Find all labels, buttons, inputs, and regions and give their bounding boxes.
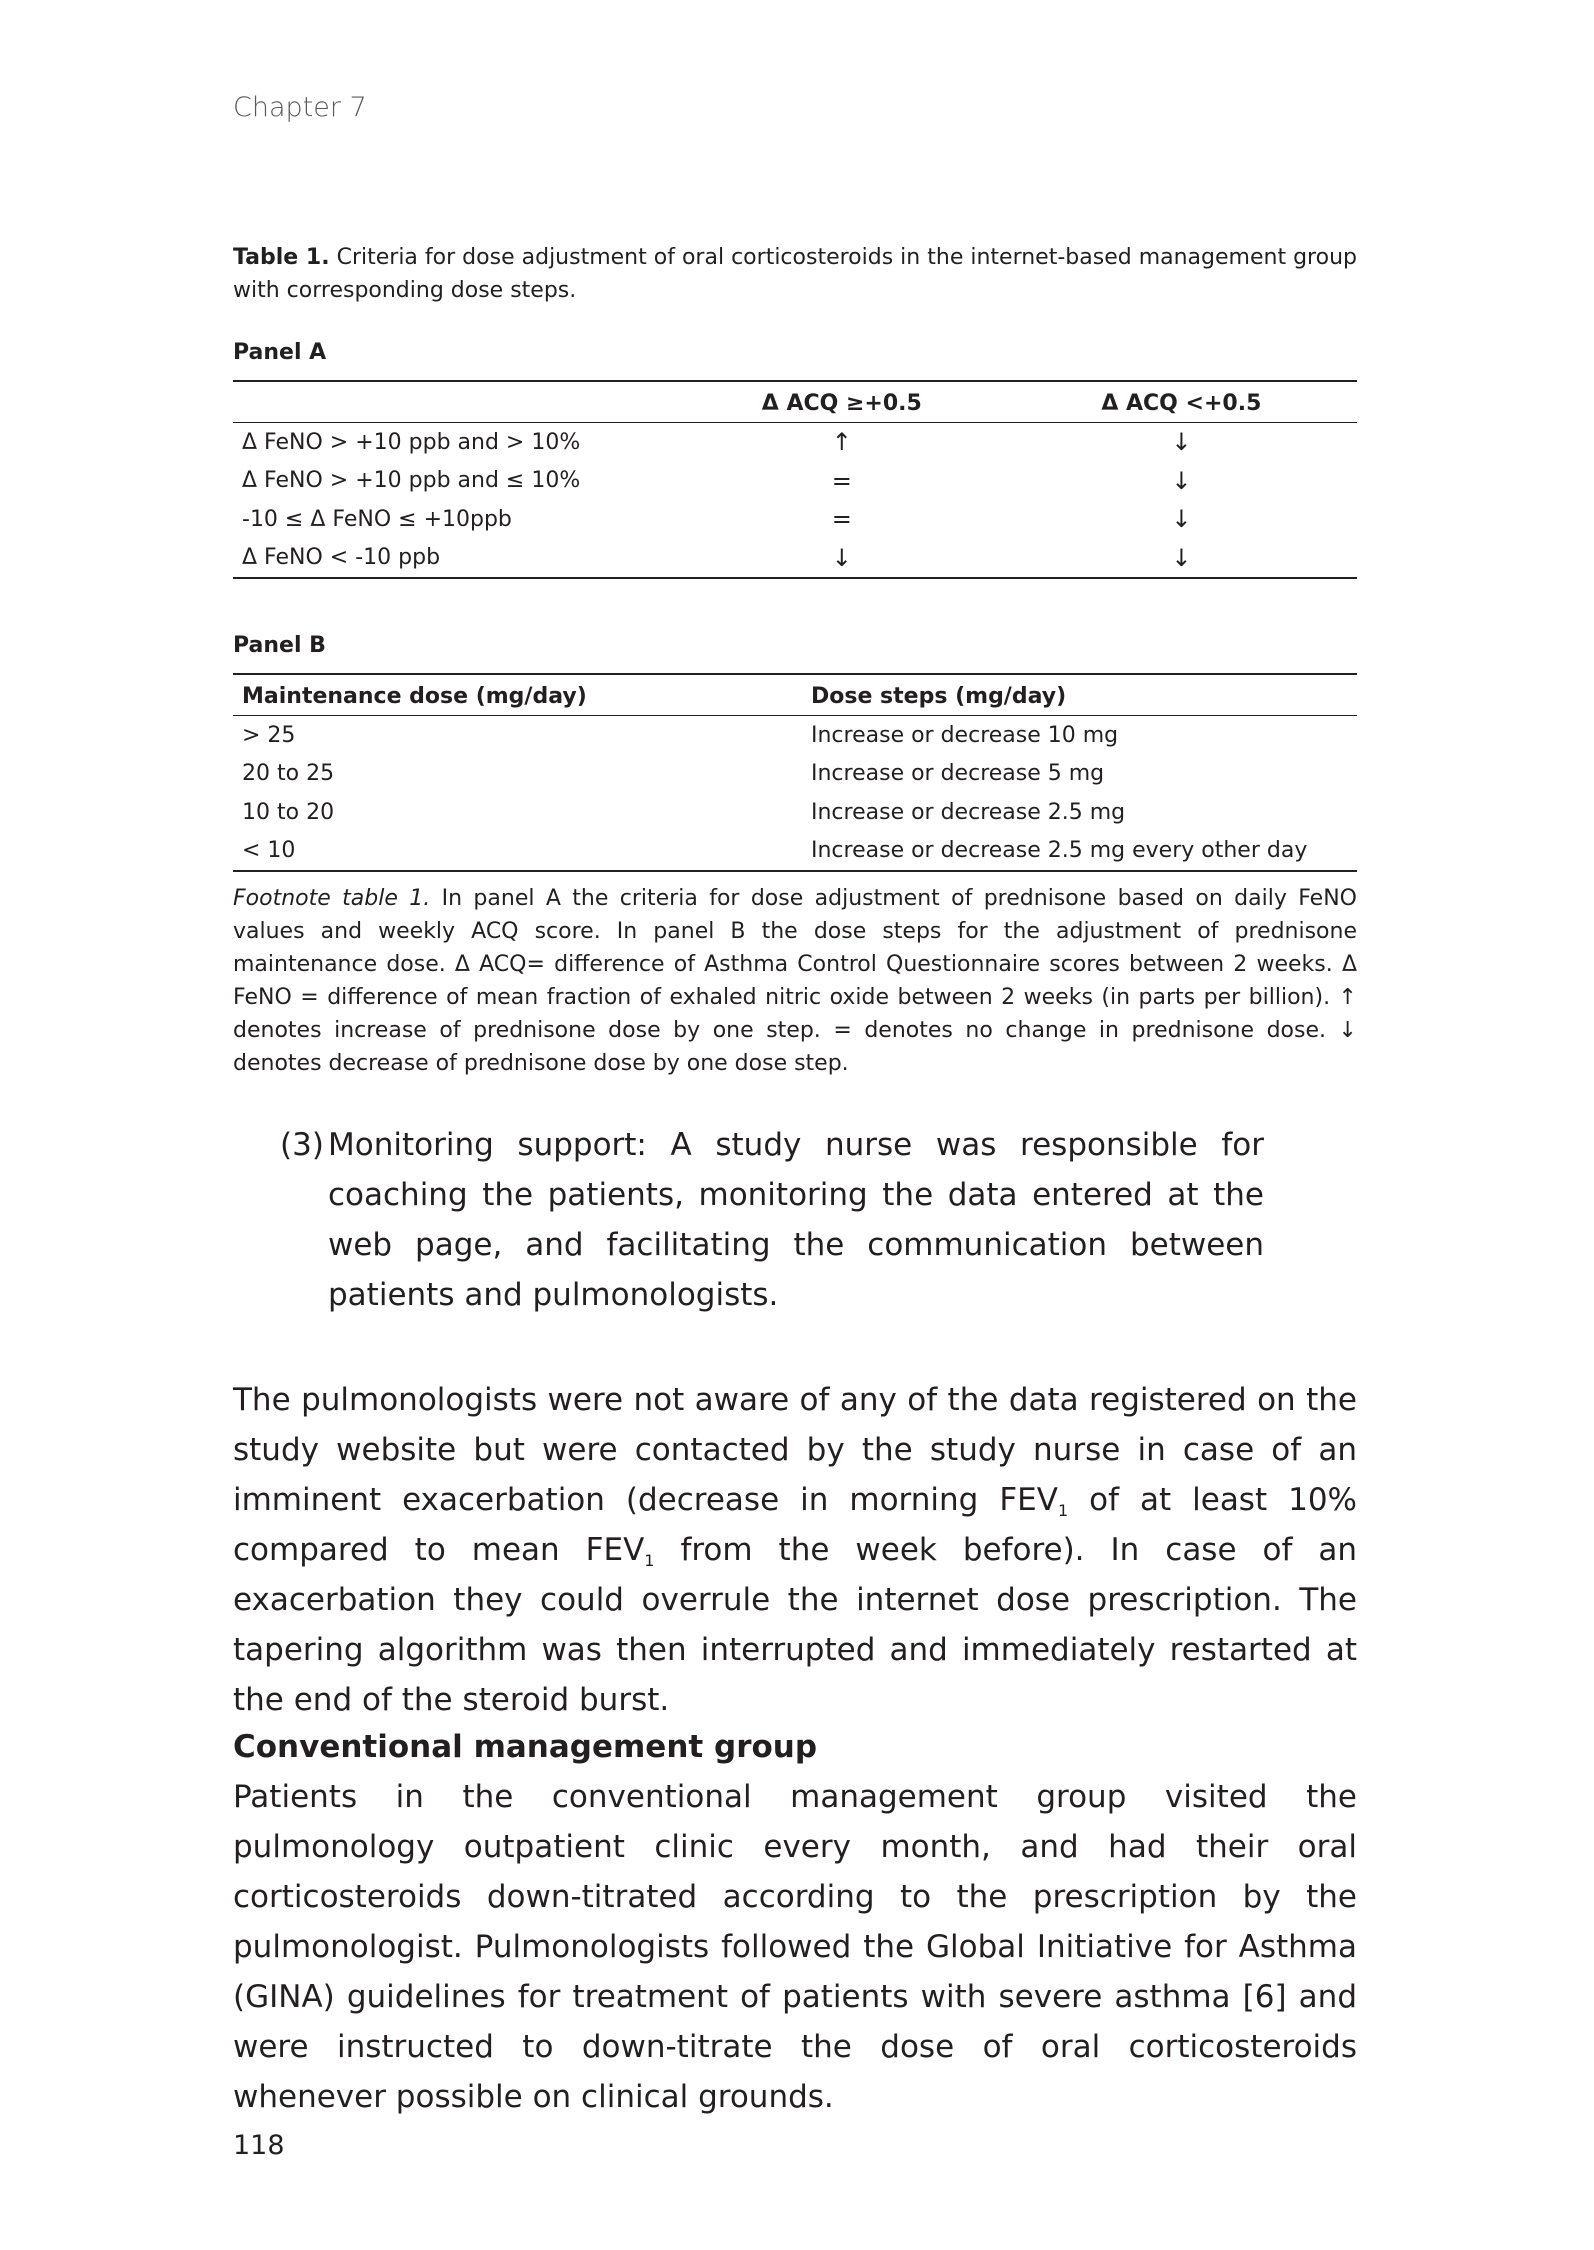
- paragraph-text: from the week before). In case of an exacerbation they could overrule the internet dose prescription. The tapering algorithm was then interrupted and immediately restarted at the end of the steroid burst.: [233, 1532, 1358, 1718]
- table-row: [233, 793, 1357, 832]
- list-item-number: (3): [280, 1127, 324, 1163]
- panel-b-header-cell: Maintenance dose (mg/day): [242, 683, 587, 709]
- table-row: [233, 462, 1357, 501]
- down-arrow-icon: ↓: [1171, 466, 1192, 495]
- body-paragraph: Patients in the conventional management group visited the pulmonology outpatient clinic every month, and had their oral corticosteroids down-titrated according to the prescription by the pulmonologist. Pulmonologists followed the Global Initiative for Asthma (GINA) guidelines for treatment of patients with severe asthma [6] and were instructed to down-titrate the dose of oral corticosteroids whenever possible on clinical grounds.: [233, 1779, 1357, 2115]
- panel-b-header-cell: Dose steps (mg/day): [811, 683, 1067, 709]
- page-number: 118: [233, 2130, 285, 2161]
- table-row: [233, 539, 1357, 579]
- table-label: Table 1.: [233, 245, 330, 270]
- paragraph-text: of at least 10% compared to mean FEV: [233, 1482, 1358, 1568]
- table-cell: Increase or decrease 2.5 mg: [811, 799, 1126, 825]
- table-caption: [233, 241, 1357, 307]
- table-row: [233, 716, 1357, 755]
- table-cell: Δ FeNO < -10 ppb: [242, 545, 441, 571]
- section-heading: Conventional management group: [233, 1729, 818, 1765]
- table-row: [233, 423, 1357, 462]
- panel-a-table: [233, 380, 1357, 579]
- panel-b-label: Panel B: [233, 633, 326, 658]
- body-paragraph: [233, 1375, 1357, 1725]
- footnote-text: In panel A the criteria for dose adjustment of prednisone based on daily FeNO values and weekly ACQ score. In panel B the dose steps for the adjustment of prednisone maintenance dose. Δ ACQ= difference of Asthma Control Questionnaire scores between 2 weeks. Δ FeNO = difference of mean fraction of exhaled nitric oxide between 2 weeks (in parts per billion). ↑ denotes increase of prednisone dose by one step. = denotes no change in prednisone dose. ↓ denotes decrease of prednisone dose by one dose step.: [233, 886, 1357, 1076]
- panel-b-table: [233, 673, 1357, 872]
- table-cell: Δ FeNO > +10 ppb and ≤ 10%: [242, 468, 581, 494]
- footnote-label: Footnote table 1.: [233, 886, 431, 911]
- table-1: [233, 241, 1357, 1080]
- table-cell: 20 to 25: [242, 761, 335, 787]
- table-footnote: [233, 882, 1357, 1080]
- panel-a-label: Panel A: [233, 340, 327, 365]
- panel-b-header-row: [233, 674, 1357, 716]
- table-row: [233, 500, 1357, 539]
- table-cell: < 10: [242, 838, 296, 864]
- table-caption-text: Criteria for dose adjustment of oral corticosteroids in the internet-based management group with corresponding dose steps.: [233, 245, 1357, 303]
- paragraph-text: The pulmonologists were not aware of any of the data registered on the study website but were contacted by the study nurse in case of an imminent exacerbation (decrease in morning FEV: [233, 1382, 1357, 1518]
- table-cell: Increase or decrease 10 mg: [811, 722, 1119, 748]
- subscript: 1: [1057, 1501, 1069, 1520]
- down-arrow-icon: ↓: [1171, 428, 1192, 457]
- table-cell: Increase or decrease 5 mg: [811, 761, 1105, 787]
- equals-icon: =: [831, 505, 852, 534]
- panel-a-header-row: [233, 381, 1357, 423]
- down-arrow-icon: ↓: [1171, 543, 1192, 572]
- table-cell: Increase or decrease 2.5 mg every other day: [811, 838, 1308, 864]
- panel-a-header-cell: Δ ACQ <+0.5: [1101, 390, 1262, 416]
- table-row: [233, 832, 1357, 872]
- running-head: Chapter 7: [233, 92, 367, 123]
- down-arrow-icon: ↓: [831, 543, 852, 572]
- list-item-text: Monitoring support: A study nurse was responsible for coaching the patients, monitoring the data entered at the web page, and facilitating the communication between patients and pulmonologists.: [328, 1127, 1264, 1313]
- table-cell: Δ FeNO > +10 ppb and > 10%: [242, 429, 581, 455]
- table-cell: -10 ≤ Δ FeNO ≤ +10ppb: [242, 506, 512, 532]
- panel-a-header-cell: Δ ACQ ≥+0.5: [761, 390, 922, 416]
- up-arrow-icon: ↑: [831, 428, 852, 457]
- table-cell: 10 to 20: [242, 799, 335, 825]
- down-arrow-icon: ↓: [1171, 505, 1192, 534]
- list-item: [280, 1120, 1264, 1320]
- table-cell: > 25: [242, 722, 296, 748]
- subscript: 1: [644, 1551, 655, 1570]
- panel-a-header-cell: [233, 381, 678, 423]
- table-row: [233, 755, 1357, 794]
- equals-icon: =: [831, 466, 852, 495]
